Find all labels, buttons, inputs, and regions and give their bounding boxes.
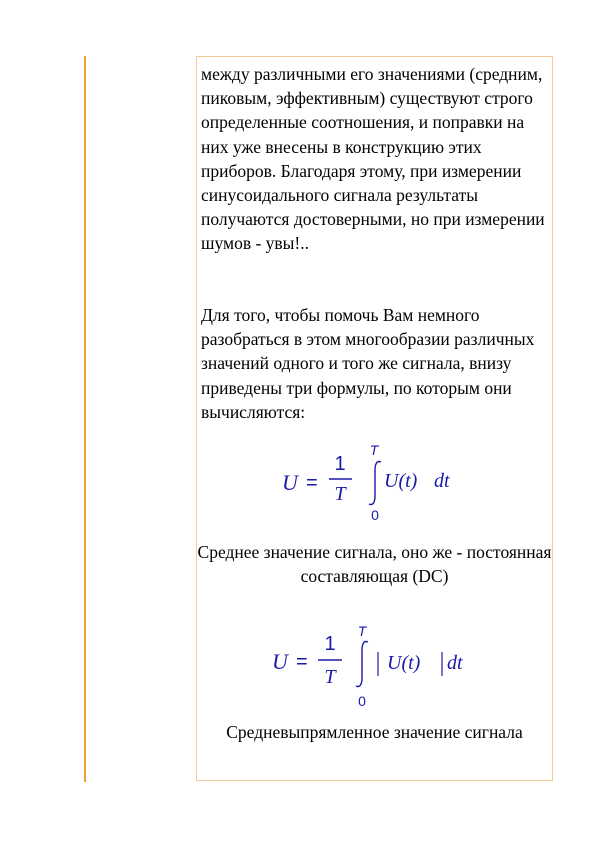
formula-mean-value bbox=[282, 440, 472, 525]
formula-numerator: 1 bbox=[324, 633, 336, 655]
formula-equals: = bbox=[296, 651, 308, 673]
formula-integrand: U(t) bbox=[387, 652, 421, 674]
formula-denominator: T bbox=[324, 666, 336, 688]
integral-upper-limit: T bbox=[357, 623, 367, 639]
formula-lhs: U bbox=[282, 470, 298, 495]
formula-differential: dt bbox=[434, 470, 450, 492]
formula-rectified-mean bbox=[272, 622, 482, 712]
body-paragraph-1: между различными его значениями (средним, пиковым, эффективным) существуют строго определенные соотношения, и поправки на них уже внесены в конструкцию этих приборов. Благодаря этому, при измерении синусоидального сигнала результаты получаются достоверными, но при измерении шумов - увы!.. bbox=[201, 64, 545, 254]
body-paragraph-2: Для того, чтобы помочь Вам немного разобраться в этом многообразии различных значений одного и того же сигнала, внизу приведены три формулы, по которым они вычисляются: bbox=[201, 305, 535, 422]
formula-numerator: 1 bbox=[334, 453, 346, 475]
left-margin-rule bbox=[84, 56, 86, 782]
integral-sign bbox=[369, 461, 381, 504]
formula-denominator: T bbox=[334, 483, 346, 505]
formula-2-caption: Средневыпрямленное значение сигнала bbox=[226, 722, 523, 742]
formula-integrand: U(t) bbox=[384, 470, 418, 492]
formula-equals: = bbox=[306, 472, 318, 494]
integral-upper-limit: T bbox=[369, 442, 379, 458]
integral-lower-limit: 0 bbox=[371, 507, 379, 523]
integral-sign bbox=[356, 641, 368, 686]
formula-lhs: U bbox=[272, 649, 288, 674]
formula-1-caption: Среднее значение сигнала, оно же - постоянная составляющая (DC) bbox=[197, 542, 552, 586]
formula-differential: dt bbox=[447, 652, 463, 674]
integral-lower-limit: 0 bbox=[358, 693, 366, 709]
